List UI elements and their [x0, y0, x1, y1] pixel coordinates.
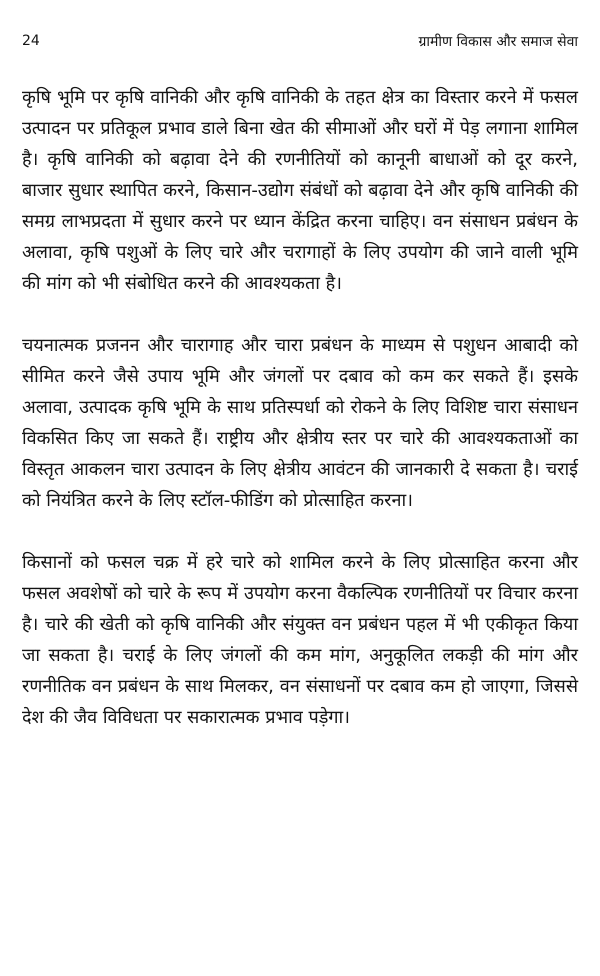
page-number: 24 [22, 33, 40, 49]
paragraph-alternative-strategies: किसानों को फसल चक्र में हरे चारे को शामिल करने के लिए प्रोत्साहित करना और फसल अवशेषों को चारे के रूप में उपयोग करना वैकल्पिक रणनीतियों पर विचार करना है। चारे की खेती को कृषि वानिकी और संयुक्त वन प्रबंधन पहल में भी एकीकृत किया जा सकता है। चराई के लिए जंगलों की कम मांग, अनुकूलित लकड़ी की मांग और रणनीतिक वन प्रबंधन के साथ मिलकर, वन संसाधनों पर दबाव कम हो जाएगा, जिससे देश की जैव विविधता पर सकारात्मक प्रभाव पड़ेगा। [22, 552, 578, 728]
page-header [22, 30, 578, 52]
paragraph-livestock-fodder: चयनात्मक प्रजनन और चारागाह और चारा प्रबंधन के माध्यम से पशुधन आबादी को सीमित करने जैसे उपाय भूमि और जंगलों पर दबाव को कम कर सकते हैं। इसके अलावा, उत्पादक कृषि भूमि के साथ प्रतिस्पर्धा को रोकने के लिए विशिष्ट चारा संसाधन विकसित किए जा सकते हैं। राष्ट्रीय और क्षेत्रीय स्तर पर चारे की आवश्यकताओं का विस्तृत आकलन चारा उत्पादन के लिए क्षेत्रीय आवंटन की जानकारी दे सकता है। चराई को नियंत्रित करने के लिए स्टॉल-फीडिंग को प्रोत्साहित करना। [22, 335, 578, 511]
page-body [22, 82, 578, 764]
paragraph-agroforestry: कृषि भूमि पर कृषि वानिकी और कृषि वानिकी के तहत क्षेत्र का विस्तार करने में फसल उत्पादन पर प्रतिकूल प्रभाव डाले बिना खेत की सीमाओं और घरों में पेड़ लगाना शामिल है। कृषि वानिकी को बढ़ावा देने की रणनीतियों को कानूनी बाधाओं को दूर करने, बाजार सुधार स्थापित करने, किसान-उद्योग संबंधों को बढ़ावा देने और कृषि वानिकी की समग्र लाभप्रदता में सुधार करने पर ध्यान केंद्रित करना चाहिए। वन संसाधन प्रबंधन के अलावा, कृषि पशुओं के लिए चारे और चरागाहों के लिए उपयोग की जाने वाली भूमि की मांग को भी संबोधित करने की आवश्यकता है। [22, 87, 578, 294]
running-title: ग्रामीण विकास और समाज सेवा [418, 33, 578, 50]
